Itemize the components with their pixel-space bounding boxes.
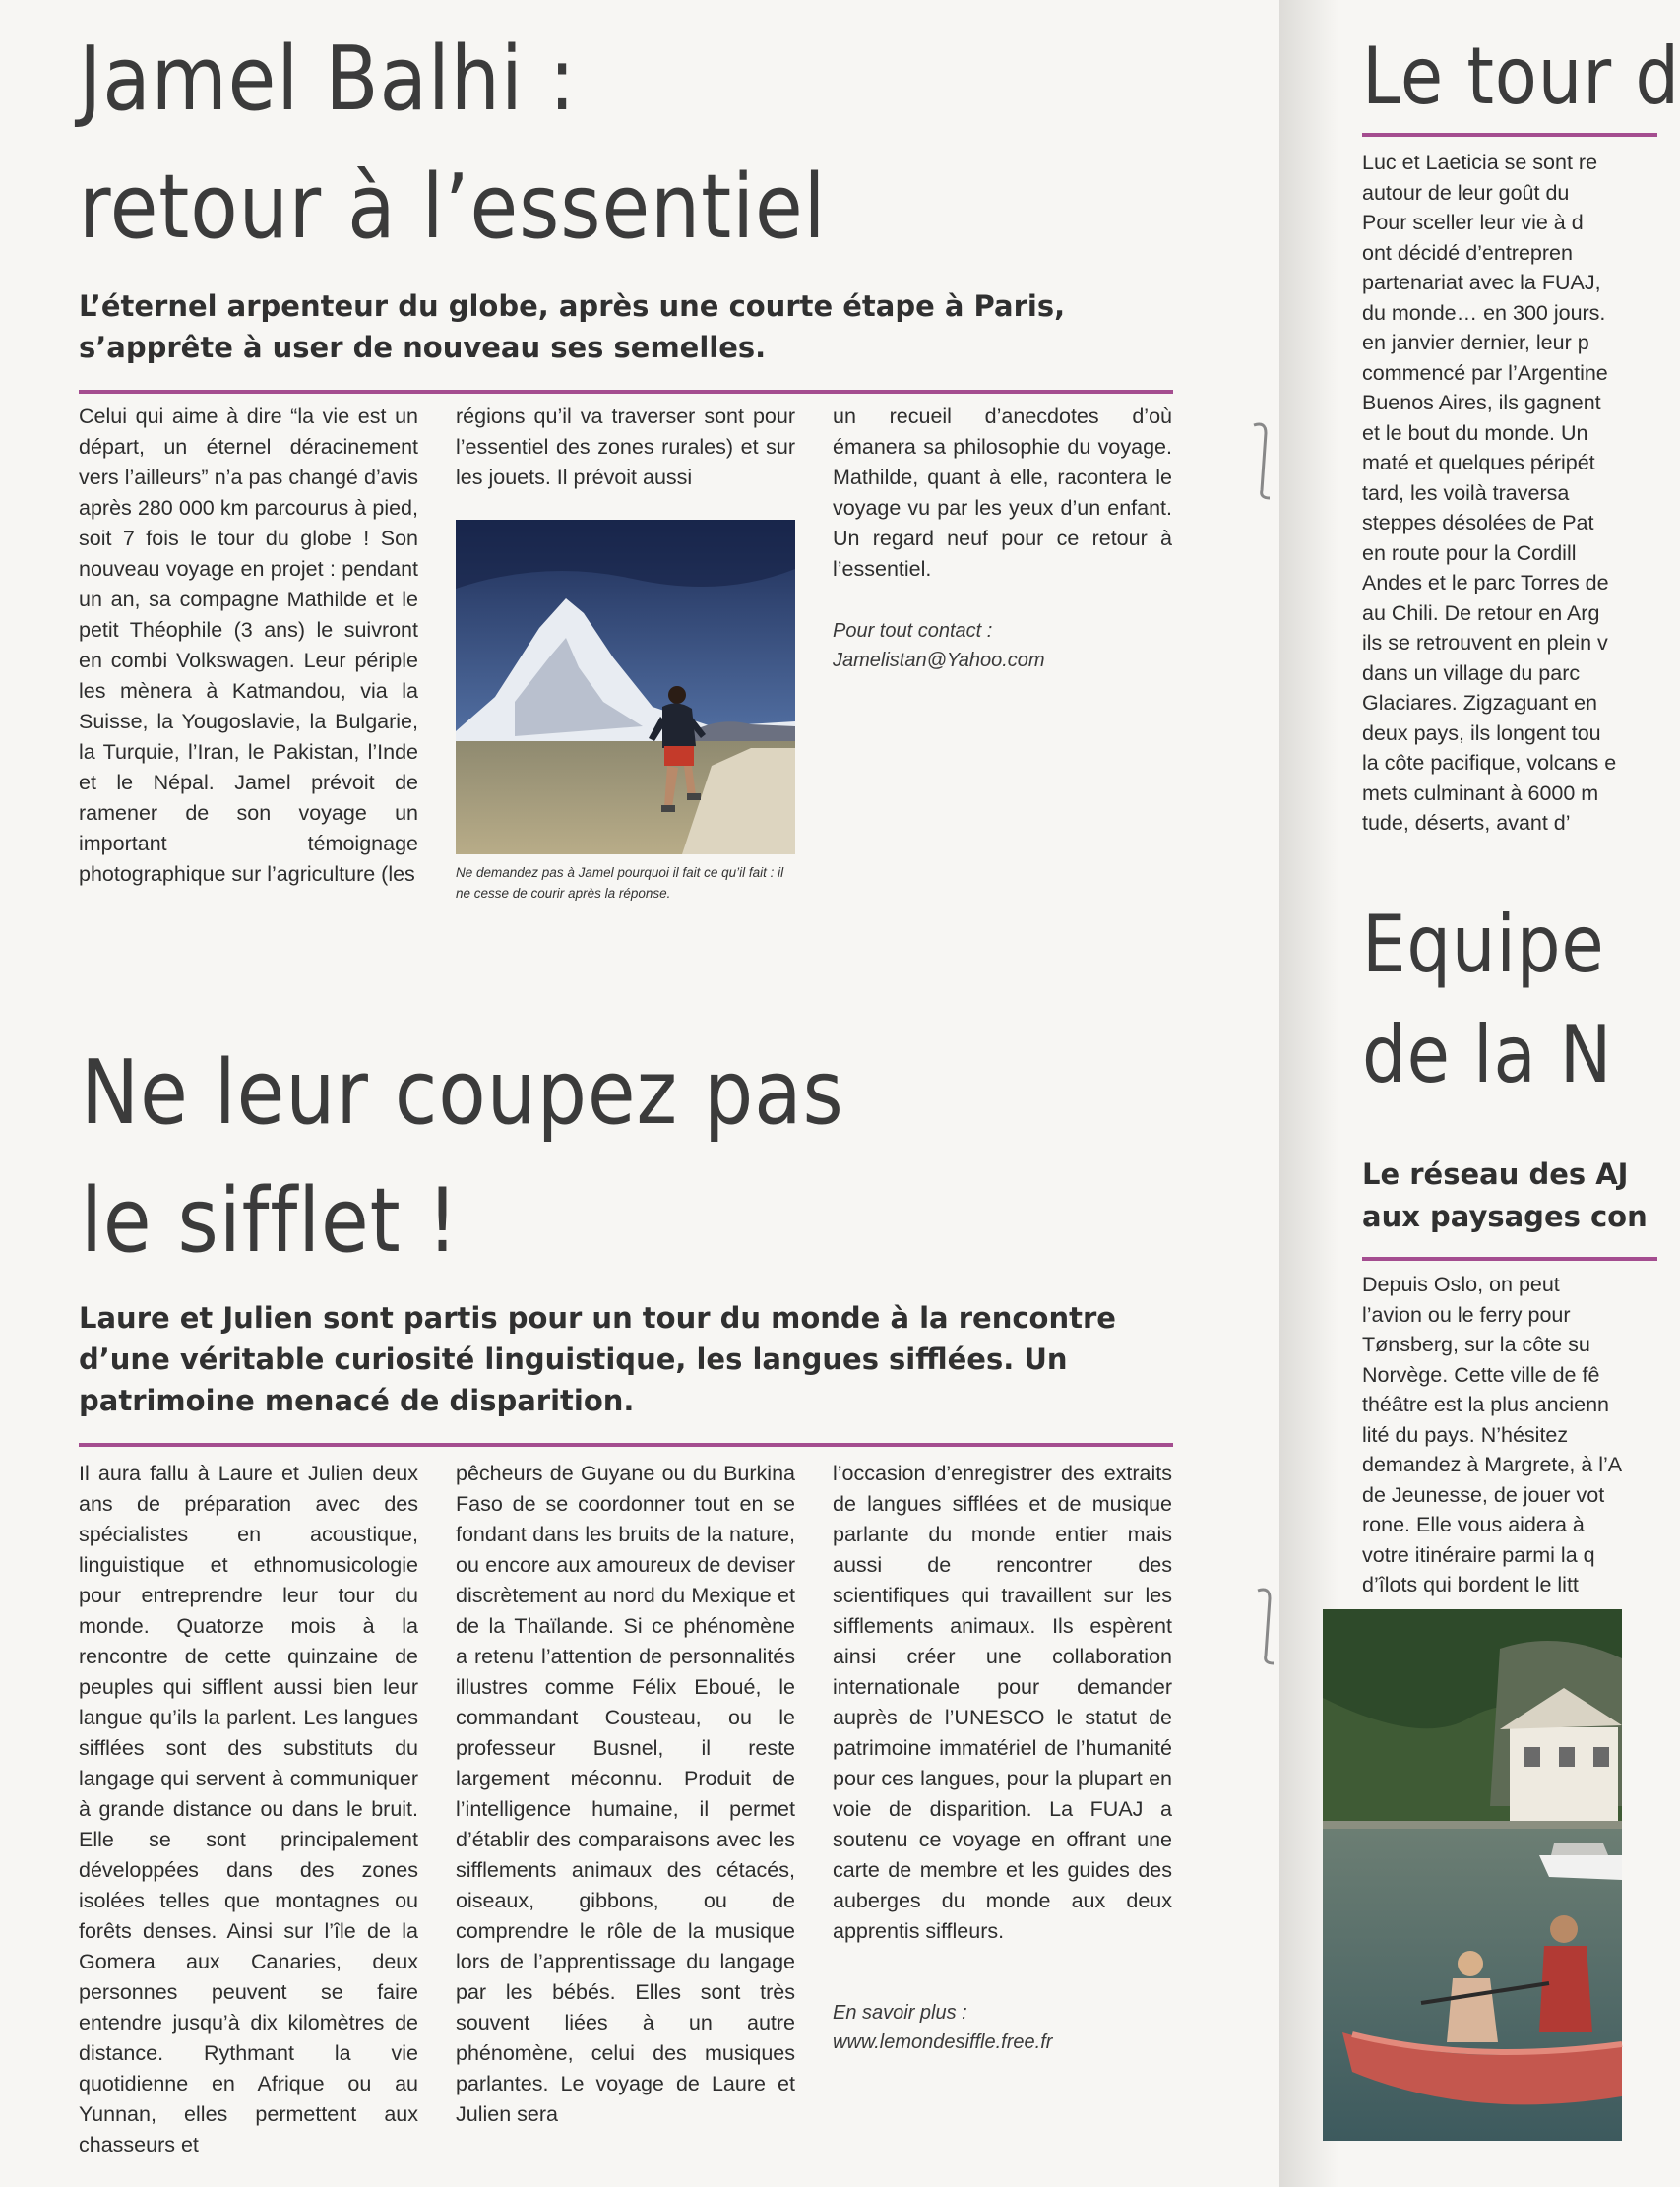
- right-bottom-text: [1362, 1270, 1622, 1600]
- text-line: la côte pacifique, volcans e: [1362, 751, 1617, 775]
- runner-photo: [456, 520, 795, 854]
- text-line: mets culminant à 6000 m: [1362, 781, 1599, 805]
- right-bottom-deck-line2: aux paysages con: [1362, 1200, 1648, 1233]
- article1-rule: [79, 390, 1173, 394]
- text-line: au Chili. De retour en Arg: [1362, 600, 1600, 625]
- article1-column-1: Celui qui aime à dire “la vie est un départ, un éternel déracinement vers l’ailleurs” n’a pas changé d’avis après 280 000 km parcourus à pied, soit 7 fois le tour du globe ! Son nouveau voyage en projet : pendant un an, sa compagne Mathilde et le petit Théophile (3 ans) le suivront en combi Volkswagen. Leur périple les mènera à Katmandou, via la Suisse, la Yougoslavie, la Bulgarie, la Turquie, l’Iran, le Pakistan, l’Inde et le Népal. Jamel prévoit de ramener de son voyage un important témoignage photographique sur l’agriculture (les: [79, 405, 418, 886]
- text-line: en janvier dernier, leur p: [1362, 331, 1589, 354]
- article1-contact-label: Pour tout contact :: [833, 620, 993, 642]
- text-line: en route pour la Cordill: [1362, 540, 1577, 565]
- article1-photo-caption: Ne demandez pas à Jamel pourquoi il fait ce qu’il fait : il ne cesse de courir après la réponse.: [456, 865, 784, 901]
- right-bottom-title-line2: de la N: [1362, 1009, 1613, 1100]
- text-line: rone. Elle vous aidera à: [1362, 1513, 1585, 1536]
- article1-column-3: un recueil d’anecdotes d’où émanera sa philosophie du voyage. Mathilde, quant à elle, racontera le voyage vu par les yeux d’un enfant. Un regard neuf pour ce retour à l’essentiel.: [833, 405, 1172, 581]
- text-line: et le bout du monde. Un: [1362, 420, 1588, 445]
- text-line: de Jeunesse, de jouer vot: [1362, 1482, 1605, 1507]
- text-line: Buenos Aires, ils gagnent: [1362, 391, 1601, 414]
- right-bottom-rule: [1362, 1257, 1657, 1261]
- text-line: ils se retrouvent en plein v: [1362, 631, 1608, 655]
- text-line: dans un village du parc: [1362, 660, 1581, 685]
- article1-deck: L’éternel arpenteur du globe, après une courte étape à Paris, s’apprête à user de nouveau ses semelles.: [79, 289, 1066, 364]
- text-line: commencé par l’Argentine: [1362, 360, 1608, 385]
- text-line: Luc et Laeticia se sont re: [1362, 151, 1598, 174]
- right-bottom-title-line1: Equipe: [1362, 899, 1605, 990]
- text-line: autour de leur goût du: [1362, 180, 1570, 205]
- text-line: deux pays, ils longent tou: [1362, 720, 1601, 745]
- article1-column-2: régions qu’il va traverser sont pour l’essentiel des zones rurales) et sur les jouets. Il prévoit aussi: [456, 405, 795, 489]
- text-line: ont décidé d’entrepren: [1362, 240, 1573, 265]
- canoe-photo: [1323, 1609, 1622, 2141]
- text-line: steppes désolées de Pat: [1362, 511, 1594, 534]
- text-line: tude, déserts, avant d’: [1362, 811, 1571, 835]
- article2-column-2: pêcheurs de Guyane ou du Burkina Faso de se coordonner tout en se fondant dans les bruits de la nature, ou encore aux amoureux de deviser discrètement au nord du Mexique et de la Thaïlande. Si ce phénomène a retenu l’attention de personnalités illustres comme Félix Eboué, le commandant Cousteau, ou le professeur Busnel, il reste largement méconnu. Produit de l’intelligence humaine, il permet d’établir des comparaisons avec les sifflements animaux des cétacés, oiseaux, gibbons, ou de comprendre le rôle de la musique lors de l’apprentissage du langage par les bébés. Elles sont très souvent liées à un autre phénomène, celui des musiques parlantes. Le voyage de Laure et Julien sera: [456, 1462, 795, 2126]
- article1-title-line1: Jamel Balhi :: [79, 28, 577, 131]
- right-top-rule: [1362, 133, 1657, 137]
- text-line: votre itinéraire parmi la q: [1362, 1542, 1595, 1567]
- text-line: Tønsberg, sur la côte su: [1362, 1333, 1590, 1356]
- text-line: lité du pays. N’hésitez: [1362, 1422, 1569, 1447]
- text-line: l’avion ou le ferry pour: [1362, 1302, 1571, 1327]
- article2-more-label: En savoir plus :: [833, 2002, 967, 2024]
- binder-clip-icon: [1248, 421, 1277, 500]
- article1-title-line2: retour à l’essentiel: [79, 156, 827, 259]
- binder-clip-icon: [1252, 1587, 1281, 1665]
- text-line: théâtre est la plus ancienn: [1362, 1393, 1609, 1416]
- text-line: Norvège. Cette ville de fê: [1362, 1362, 1600, 1387]
- right-top-text: [1362, 148, 1616, 839]
- text-line: tard, les voilà traversa: [1362, 480, 1570, 505]
- article2-title-line2: le sifflet !: [81, 1169, 460, 1273]
- text-line: Depuis Oslo, on peut: [1362, 1273, 1560, 1296]
- text-line: Andes et le parc Torres de: [1362, 571, 1609, 594]
- right-bottom-deck-line1: Le réseau des AJ: [1362, 1157, 1629, 1191]
- text-line: demandez à Margrete, à l’A: [1362, 1453, 1623, 1476]
- text-line: d’îlots qui bordent le litt: [1362, 1573, 1579, 1596]
- text-line: maté et quelques péripét: [1362, 451, 1595, 474]
- facing-page-strip: [1279, 0, 1680, 2187]
- text-line: du monde… en 300 jours.: [1362, 300, 1606, 325]
- article2-rule: [79, 1443, 1173, 1447]
- article2-column-3: l’occasion d’enregistrer des extraits de langues sifflées et de musique parlante du monde entier mais aussi de rencontrer des scientifiques qui travaillent sur les sifflements animaux. Ils espèrent ainsi créer une collaboration internationale pour demander auprès de l’UNESCO le statut de patrimoine immatériel de l’humanité pour ces langues, pour la plupart en voie de disparition. La FUAJ a soutenu ce voyage en offrant une carte de membre et les guides des auberges du monde aux deux apprentis siffleurs.: [833, 1462, 1172, 1943]
- article2-column-1: Il aura fallu à Laure et Julien deux ans de préparation avec des spécialistes en acoustique, linguistique et ethnomusicologie pour entreprendre leur tour du monde. Quatorze mois à la rencontre de cette quinzaine de peuples qui sifflent aussi bien leur langue qu’ils la parlent. Les langues sifflées sont des substituts du langage qui servent à communiquer à grande distance ou dans le bruit. Elle se sont principalement développées dans des zones isolées telles que montagnes ou forêts denses. Ainsi sur l’île de la Gomera aux Canaries, deux personnes peuvent se faire entendre jusqu’à dix kilomètres de distance. Rythmant la vie quotidienne en Afrique ou au Yunnan, elles permettent aux chasseurs et: [79, 1462, 418, 2156]
- text-line: Glaciares. Zigzaguant en: [1362, 691, 1598, 715]
- text-line: partenariat avec la FUAJ,: [1362, 271, 1601, 294]
- text-line: Pour sceller leur vie à d: [1362, 211, 1584, 234]
- article2-more-url: www.lemondesiffle.free.fr: [833, 2031, 1053, 2053]
- article-jamel-balhi: [0, 0, 1181, 984]
- article2-deck: Laure et Julien sont partis pour un tour du monde à la rencontre d’une véritable curiosité linguistique, les langues sifflées. Un patrimoine menacé de disparition.: [79, 1301, 1116, 1417]
- article-langues-sifflees: [0, 1014, 1181, 2187]
- article2-title-line1: Ne leur coupez pas: [81, 1041, 844, 1145]
- article1-contact-email: Jamelistan@Yahoo.com: [833, 650, 1045, 671]
- mountain-runner-image: [456, 520, 795, 854]
- canoe-lake-image: [1323, 1609, 1622, 2141]
- right-top-title: Le tour d: [1362, 31, 1680, 122]
